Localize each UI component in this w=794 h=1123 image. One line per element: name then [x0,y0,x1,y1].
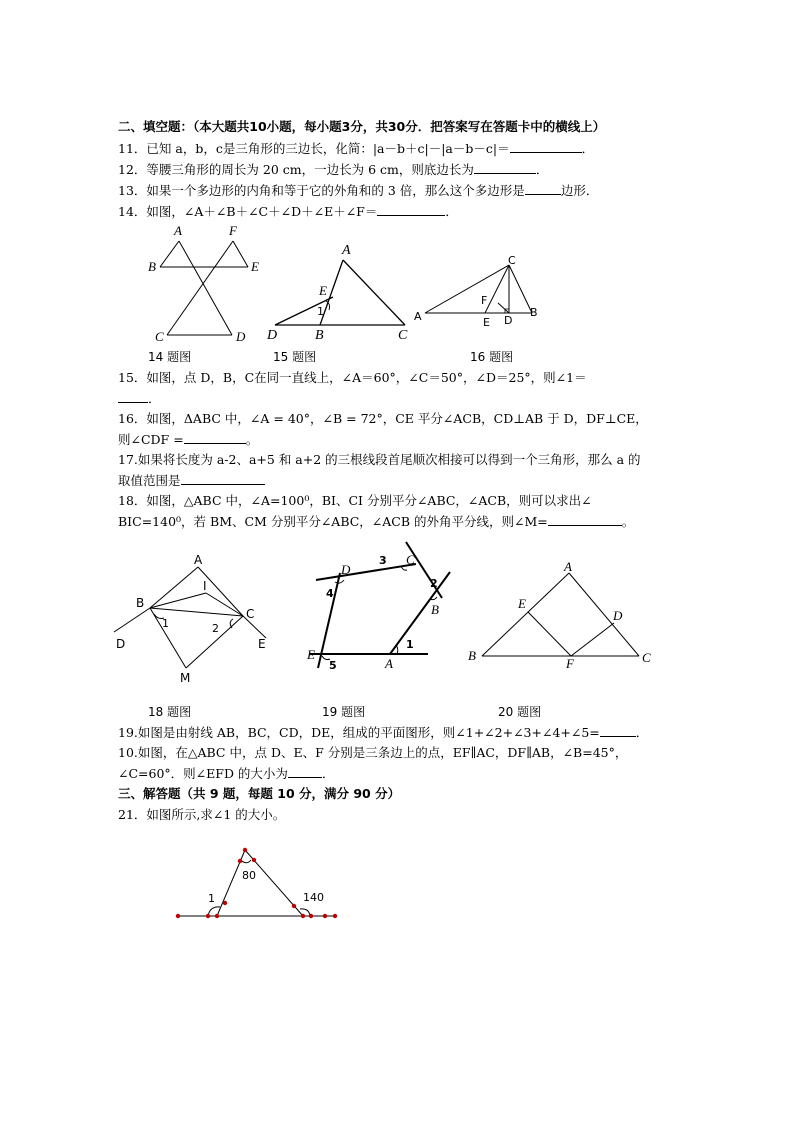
fig19-label-5: 5 [329,659,337,672]
q17-answer: 取值范围是 [118,472,265,488]
fig20-label-E: E [518,596,526,611]
fig19-label-3: 3 [379,554,387,567]
fig16-label-C: C [508,254,516,267]
fig16-label-E: E [483,316,490,329]
fig18-label-D: D [116,637,126,651]
q15: 15．如图，点 D，B，C在同一直线上，∠A＝60°，∠C＝50°，∠D＝25°，则∠1＝ [118,370,587,385]
fig19-label-E: E [307,647,315,662]
fig14-label-C: C [155,329,164,344]
fig20-label-B: B [468,648,476,663]
fig21-point [215,914,219,918]
q15-blank[interactable] [118,390,148,403]
q14-blank[interactable] [377,203,445,216]
figure-20 [465,558,660,673]
q19-blank[interactable] [600,724,636,737]
q20-answer: ∠C=60°．则∠EFD 的大小为 ． [118,766,335,781]
fig21-point [333,914,337,918]
fig21-point [243,848,247,852]
q20-blank[interactable] [288,765,322,778]
fig14-label-A: A [174,223,182,238]
q17-blank[interactable] [181,472,265,485]
fig21-point [176,914,180,918]
fig18-label-M: M [180,671,191,685]
fig18-label-C: C [246,607,255,621]
q19: 19.如图是由射线 AB，BC，CD，DE，组成的平面图形，则∠1+∠2+∠3+∠4+∠5= ． [118,725,649,740]
figure-19 [300,540,460,675]
fig19-label-A: A [385,656,393,671]
fig20-label-A: A [564,559,572,574]
q15-answer: ． [118,390,161,406]
fig18-label-1: 1 [162,617,169,630]
fig21-point [238,859,242,863]
fig20-label-F: F [566,656,574,671]
fig16-label-B: B [530,306,538,319]
fig15-label-D: D [267,328,278,343]
section3-title: 三、解答题（共 9 题，每题 10 分，满分 90 分） [118,786,401,801]
q20: 10.如图，在△ABC 中，点 D、E、F 分别是三条边上的点，EF∥AC，DF∥AB，∠B=45°， [118,745,628,760]
fig19-label-1: 1 [406,638,414,651]
q16: 16．如图，ΔABC 中，∠A = 40°，∠B = 72°，CE 平分∠ACB，CD⊥AB 于 D，DF⊥CE， [118,411,648,426]
fig15-caption: 15 题图 [273,350,317,364]
fig16-caption: 16 题图 [470,350,514,364]
fig18-label-I: I [203,579,207,593]
fig21-point [206,914,210,918]
figure-15 [265,240,415,345]
figure-14 [140,222,270,347]
q12-blank[interactable] [474,161,536,174]
q16-blank[interactable] [184,431,246,444]
fig21-label-1: 1 [208,892,215,905]
fig16-label-F: F [481,294,488,307]
fig21-point [292,904,296,908]
fig16-label-D: D [504,314,513,327]
figure-21 [170,840,345,930]
q14: 14．如图，∠A＋∠B＋∠C＋∠D＋∠E＋∠F＝ ． [118,204,458,219]
q18-blank[interactable] [548,513,622,526]
fig19-label-4: 4 [326,587,334,600]
q11: 11．已知 a，b，c是三角形的三边长，化简：|a－b＋c|－|a－b－c|＝ ． [118,141,595,156]
fig21-label-80: 80 [242,869,256,882]
fig15-label-1: 1 [317,305,324,318]
q12: 12．等腰三角形的周长为 20 cm，一边长为 6 cm，则底边长为 ． [118,162,549,177]
fig21-point [309,914,313,918]
fig20-label-D: D [613,608,623,623]
fig19-label-B: B [431,602,439,617]
fig18-label-A: A [194,553,203,567]
fig14-label-E: E [251,259,259,274]
fig21-point [223,901,227,905]
q13: 13．如果一个多边形的内角和等于它的外角和的 3 倍，那么这个多边形是 边形． [118,183,599,198]
fig14-label-B: B [148,259,156,274]
fig14-label-D: D [236,329,246,344]
fig18-label-E: E [258,637,266,651]
q17: 17.如果将长度为 a-2、a+5 和 a+2 的三根线段首尾顺次相接可以得到一个三角形，那么 a 的 [118,452,641,467]
fig15-label-A: A [342,243,351,258]
fig21-label-140: 140 [303,891,324,904]
fig20-label-C: C [642,650,651,665]
q18-answer: BIC=140⁰，若 BM、CM 分别平分∠ABC，∠ACB 的外角平分线，则∠M= 。 [118,514,635,529]
fig14-label-F: F [229,223,237,238]
fig20-caption: 20 题图 [498,705,542,719]
figure-18 [108,550,283,690]
section2-title: 二、填空题：（本大题共10小题，每小题3分，共30分．把答案写在答题卡中的横线上） [118,119,606,134]
fig18-label-2: 2 [212,622,219,635]
fig21-point [323,914,327,918]
fig21-point [252,858,256,862]
figure-16 [408,250,548,335]
q16-answer: 则∠CDF = 。 [118,432,259,447]
fig19-label-D: D [341,562,351,577]
fig14-caption: 14 题图 [148,350,192,364]
q13-blank[interactable] [525,182,561,195]
fig19-caption: 19 题图 [322,705,366,719]
fig18-caption: 18 题图 [148,705,192,719]
fig15-label-B: B [315,328,324,343]
fig15-label-E: E [319,283,327,298]
fig16-label-A: A [414,310,422,323]
fig21-point [301,914,305,918]
fig19-label-C: C [406,552,415,567]
q18: 18．如图，△ABC 中，∠A=100⁰，BI、CI 分别平分∠ABC，∠ACB，则可以求出∠ [118,493,592,508]
fig19-label-2: 2 [430,577,438,590]
q21: 21．如图所示,求∠1 的大小。 [118,807,286,822]
q11-blank[interactable] [510,140,582,153]
fig18-label-B: B [136,596,145,610]
fig15-label-C: C [398,328,408,343]
